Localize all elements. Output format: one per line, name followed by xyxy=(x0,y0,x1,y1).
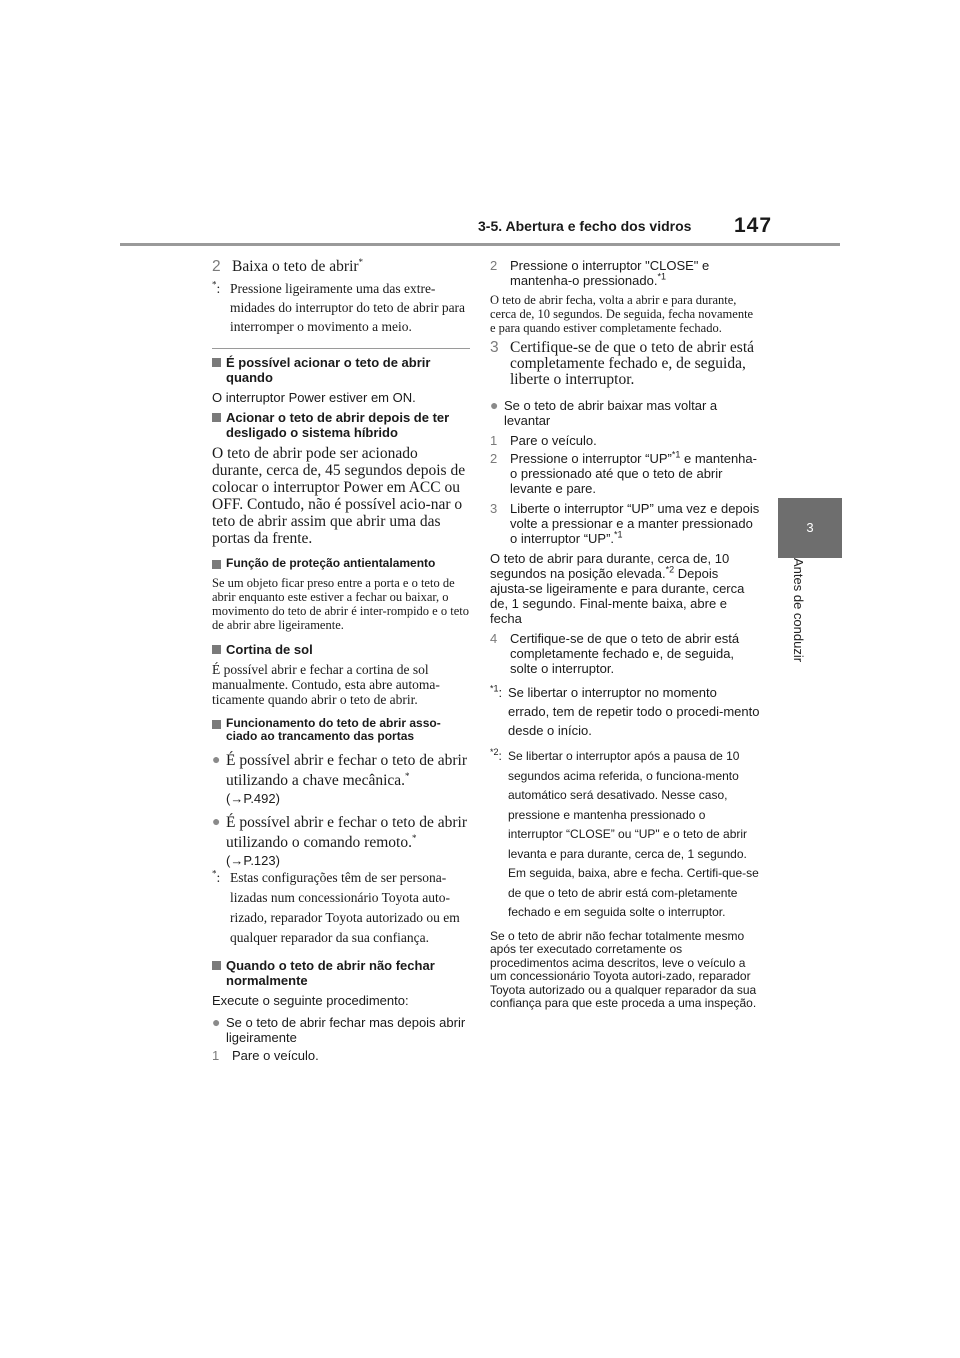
paragraph-4: É possível abrir e fechar a cortina de sol manualmente. Contudo, esta abre automa-ticamente quando abrir o teto de abrir. xyxy=(212,661,440,707)
footnote-text: Pressione ligeiramente uma das extre-midades do interruptor do teto de abrir para interromper o movimento a meio. xyxy=(230,281,466,334)
heading-4: Cortina de sol xyxy=(212,642,470,657)
step-3b: 3 Liberte o interruptor “UP” uma vez e depois volte a pressionar e a manter pressionado o interruptor “UP”.$^{*1}$ xyxy=(490,501,760,546)
page-reference[interactable]: (→P.492) xyxy=(226,790,280,806)
footnote xyxy=(212,279,470,336)
paragraph-2: O teto de abrir pode ser acionado durante, cerca de, 45 segundos depois de colocar o interruptor Power em ACC ou OFF. Contudo, não é possível acio-nar o teto de abrir assim que abrir uma das portas da frente. xyxy=(212,445,466,547)
footnote-marker: * xyxy=(358,256,364,267)
divider xyxy=(212,348,470,349)
heading-1: É possível acionar o teto de abrir quando xyxy=(212,355,470,385)
step-1: 1 Pare o veículo. xyxy=(212,1047,319,1063)
left-column xyxy=(212,258,470,1063)
note-2: $^{*2}$: Se libertar o interruptor após a pausa de 10 segundos acima referida, o funciona-mento automático será desativado. Nesse caso, pressione e mantenha pressionado o interruptor “CLOSE” ou “UP" e o teto de abrir levanta e para durante, cerca de, 1 segundo. Em seguida, baixa, abre e fecha. Certifi-que-se de que o teto de abrir está com-pletamente fechado e em seguida solte o interruptor. xyxy=(490,747,759,919)
note-1: $^{*1}$: Se libertar o interruptor no momento errado, tem de repetir todo o procedi-mento desde o início. xyxy=(490,683,760,738)
bullet-1: ● Se o teto de abrir baixar mas voltar a levantar xyxy=(490,397,718,428)
paragraph-1: O interruptor Power estiver em ON. xyxy=(212,390,416,405)
square-bullet-icon xyxy=(212,560,221,569)
header-rule xyxy=(120,243,840,246)
step-3: 3 Certifique-se de que o teto de abrir está completamente fechado e, de seguida, liberte o interruptor. xyxy=(490,339,755,388)
step-1: 1 Pare o veículo. xyxy=(490,433,597,448)
chapter-name: Antes de conduzir xyxy=(791,558,806,663)
round-bullet-icon: ● xyxy=(490,397,499,413)
bullet-2: ● É possível abrir e fechar o teto de abrir utilizando o comando remoto.* xyxy=(212,813,468,851)
paragraph-3: Se o teto de abrir não fechar totalmente mesmo após ter executado corretamente os procedimentos acima descritos, leve o veículo a um concessionário Toyota autori-zado, reparador Toyota autorizado ou a qualquer reparador da sua confiança para que este proceda a uma inspeção. xyxy=(490,928,757,1010)
step-2b: 2 Pressione o interruptor “UP”$^{*1}$ e mantenha-o pressionado até que o teto de abrir levante e pare. xyxy=(490,449,757,496)
bullet-1: ● É possível abrir e fechar o teto de abrir utilizando a chave mecânica.* xyxy=(212,751,468,789)
page-reference[interactable]: (→P.123) xyxy=(226,852,280,868)
square-bullet-icon xyxy=(212,645,221,654)
paragraph-1: O teto de abrir fecha, volta a abrir e para durante, cerca de, 10 segundos. De seguida, fecha novamente e para quando estiver completamente fechado. xyxy=(490,293,754,335)
square-bullet-icon xyxy=(212,413,221,422)
chapter-side-label xyxy=(782,558,810,708)
chapter-tab: 3 xyxy=(778,498,842,558)
step-number: 2 xyxy=(212,258,221,275)
section-title: 3-5. Abertura e fecho dos vidros xyxy=(478,218,692,234)
paragraph-3: Se um objeto ficar preso entre a porta e o teto de abrir enquanto este estiver a fechar ou baixar, o movimento do teto de abrir é inter-rompido e o teto de abrir abre ligeiramente. xyxy=(212,575,469,632)
paragraph-2: O teto de abrir para durante, cerca de, 10 segundos na posição elevada.$^{*2}$ Depois ajusta-se ligeiramente e para durante, cerca de, 1 segundo. Final-mente baixa, abre e fecha xyxy=(490,551,745,626)
round-bullet-icon: ● xyxy=(212,752,221,768)
step-text: Baixa o teto de abrir xyxy=(232,258,359,275)
heading-2: Acionar o teto de abrir depois de ter desligado o sistema híbrido xyxy=(212,410,470,440)
paragraph-6: Execute o seguinte procedimento: xyxy=(212,992,409,1008)
step-4: 4 Certifique-se de que o teto de abrir está completamente fechado e, de seguida, solte o interruptor. xyxy=(490,631,740,676)
footnote: *: Estas configurações têm de ser persona-lizadas num concessionário Toyota auto-rizado, reparador Toyota autorizado ou em qualquer reparador da sua confiança. xyxy=(212,868,460,945)
round-bullet-icon: ● xyxy=(212,1013,221,1030)
heading-6: Quando o teto de abrir não fechar normalmente xyxy=(212,958,470,988)
heading-5: Funcionamento do teto de abrir asso-ciado ao trancamento das portas xyxy=(212,717,470,744)
page-number: 147 xyxy=(734,214,773,237)
square-bullet-icon xyxy=(212,961,221,970)
footnote-marker: *: xyxy=(212,279,221,296)
step-2: 2 Pressione o interruptor "CLOSE" e mantenha-o pressionado.$^{*1}$ xyxy=(490,258,710,288)
square-bullet-icon xyxy=(212,358,221,367)
square-bullet-icon xyxy=(212,720,221,729)
step-2 xyxy=(212,258,470,276)
right-column xyxy=(490,258,760,1011)
bullet-3: ● Se o teto de abrir fechar mas depois abrir ligeiramente xyxy=(212,1013,466,1045)
round-bullet-icon: ● xyxy=(212,814,221,830)
heading-3: Função de proteção antientalamento xyxy=(212,557,470,571)
